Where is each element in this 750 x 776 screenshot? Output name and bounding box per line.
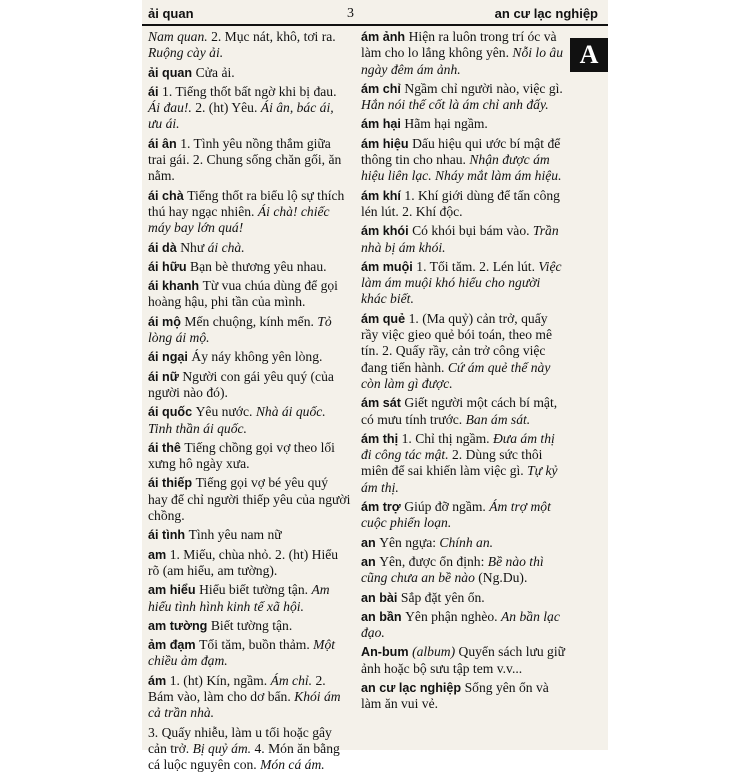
page-number: 3: [347, 6, 354, 21]
entry-example: Nhà ái quốc. Tinh thần ái quốc.: [148, 404, 326, 436]
entry-example: Bị quỷ ám.: [192, 740, 255, 756]
entry-example: An bần lạc đạo.: [361, 608, 560, 641]
entry-example: Nỗi lo âu ngày đêm ám ảnh.: [361, 45, 563, 77]
entry-headword: ái khanh: [148, 279, 203, 294]
entry-definition: 1. Tình yêu nồng thắm giữa trai gái. 2. Chung sống chăn gối, ăn nằm.: [148, 135, 342, 184]
entry-headword: am: [148, 547, 170, 562]
entry-example: ái chà.: [207, 239, 245, 255]
dictionary-entry: [148, 582, 351, 615]
entry-headword: ái thê: [148, 440, 185, 455]
entry-example: Việc làm ám muội khó hiểu cho người khác biết.: [361, 258, 562, 307]
entry-definition: Quyển sách lưu giữ ảnh hoặc bộ sưu tập tem v.v...: [361, 644, 565, 676]
entry-headword: ám ảnh: [361, 30, 409, 44]
entry-definition: Biết tường tận.: [210, 617, 293, 633]
entry-definition: 1. (ht) Kín, ngầm.: [169, 672, 271, 688]
entry-definition: 2. Mục nát, khô, tơi ra.: [211, 29, 336, 44]
entry-example: Ái đau!.: [148, 100, 196, 116]
entry-headword: ái mộ: [148, 314, 185, 329]
entry-definition: Tiếng chồng gọi vợ theo lối xưng hô ngày xưa.: [148, 439, 335, 472]
entry-headword: ái: [148, 84, 163, 99]
dictionary-entry: [361, 644, 566, 677]
dictionary-entry: [361, 680, 566, 713]
dictionary-entry: [148, 314, 351, 347]
dictionary-entry: [361, 395, 566, 428]
entry-definition: 1. Tối tăm. 2. Lén lút.: [416, 258, 539, 274]
dictionary-entry: [361, 81, 566, 114]
dictionary-entry: [148, 673, 351, 722]
entry-example: (album): [412, 644, 459, 660]
dictionary-entry: [148, 440, 351, 473]
entry-definition: 4. Món ăn bằng cá luộc nguyên con.: [148, 740, 340, 773]
entry-headword: ám hại: [361, 117, 405, 132]
entry-definition: Yên phận nghèo.: [405, 608, 501, 624]
dictionary-entry: [148, 84, 351, 133]
entry-definition: Người con gái yêu quý (của người nào đó).: [148, 368, 334, 400]
entry-example: Tỏ lòng ái mộ.: [148, 313, 332, 346]
entry-definition: 2. (ht) Yêu.: [195, 100, 261, 116]
dictionary-entry: [148, 547, 351, 580]
entry-headword: ái ngại: [148, 350, 192, 365]
entry-headword: ám khí: [361, 188, 405, 203]
entry-definition: 1. Tiếng thốt bất ngờ khi bị đau.: [162, 83, 337, 99]
dictionary-entry: [361, 188, 566, 221]
dictionary-entry: [148, 259, 351, 275]
entry-definition: (Ng.Du).: [478, 570, 528, 586]
entry-definition: Cửa ải.: [195, 64, 235, 80]
right-column: [361, 29, 566, 716]
entry-example: Ám trợ một cuộc phiến loạn.: [361, 499, 551, 531]
entry-headword: ám khói: [361, 224, 413, 239]
entry-definition: Sắp đặt yên ổn.: [400, 589, 485, 605]
entry-headword: an: [361, 554, 380, 569]
letter-tab: A: [570, 38, 608, 72]
dictionary-entry: [361, 259, 566, 308]
entry-headword: ải quan: [148, 65, 196, 80]
dictionary-entry: [148, 65, 351, 81]
entry-example: Khói ám cả trần nhà.: [148, 688, 341, 721]
dictionary-entry: [148, 404, 351, 437]
entry-definition: Dấu hiệu qui ước bí mật để thông tin cho nhau.: [361, 135, 561, 168]
entry-example: Đưa ám thị đi công tác mật.: [361, 430, 555, 463]
entry-definition: Như: [180, 239, 208, 255]
entry-example: Nam quan.: [148, 29, 212, 44]
left-guide-word: ải quan: [148, 6, 194, 21]
entry-example: Nhận được ám hiệu liên lạc. Nháy mắt làm ám hiệu.: [361, 152, 562, 184]
entry-headword: an bần: [361, 609, 406, 624]
entry-definition: Mến chuộng, kính mến.: [184, 313, 318, 329]
entry-example: Cứ ám quẻ thế này còn làm gì được.: [361, 359, 551, 391]
entry-definition: Bạn bè thương yêu nhau.: [190, 258, 327, 274]
entry-headword: an: [361, 535, 380, 550]
entry-headword: ái tình: [148, 528, 189, 543]
entry-headword: ái dà: [148, 240, 181, 255]
page-header: [142, 6, 608, 26]
entry-example: Chính an.: [439, 534, 494, 550]
entry-example: Hắn nói thế cốt là ám chỉ anh đấy.: [361, 97, 549, 113]
dictionary-entry: [148, 637, 351, 670]
entry-definition: 1. Chỉ thị ngầm.: [401, 430, 493, 446]
entry-definition: 2. Dùng sức thôi miên để sai khiến làm việc gì.: [361, 447, 543, 479]
dictionary-entry: [148, 29, 351, 62]
dictionary-entry: [361, 609, 566, 642]
entry-definition: Từ vua chúa dùng để gọi hoàng hậu, phi tần của mình.: [148, 278, 338, 310]
entry-headword: ám muội: [361, 259, 417, 274]
entry-definition: 1. (Ma quỷ) cản trở, quấy rầy việc gieo quẻ bói toán, theo mê tín. 2. Quấy rầy, cản trở công việc đang tiến hành.: [361, 310, 553, 375]
entry-example: Trần nhà bị ám khói.: [361, 223, 559, 255]
entry-example: Am hiểu tình hình kinh tế xã hội.: [148, 582, 330, 614]
dictionary-entry: [148, 240, 351, 256]
dictionary-entry: [148, 349, 351, 365]
dictionary-entry: [361, 311, 566, 392]
entry-definition: Giúp đỡ ngầm.: [404, 499, 490, 515]
entry-headword: ám quẻ: [361, 311, 409, 326]
entry-headword: ái hữu: [148, 259, 191, 274]
entry-headword: An-bum: [361, 645, 413, 660]
entry-example: Một chiều ảm đạm.: [148, 637, 336, 669]
entry-definition: Ngầm chỉ người nào, việc gì.: [404, 80, 563, 96]
entry-headword: an bài: [361, 590, 401, 605]
entry-headword: ái nữ: [148, 369, 183, 384]
dictionary-entry: [148, 618, 351, 634]
entry-headword: ám hiệu: [361, 136, 413, 151]
entry-example: Ái chà! chiếc máy bay lớn quá!: [148, 203, 330, 236]
entry-example: Ban ám sát.: [465, 411, 531, 427]
entry-headword: ám thị: [361, 431, 402, 446]
entry-example: Ái ân, bác ái, ưu ái.: [148, 100, 334, 132]
entry-example: Bề nào thì cũng chưa an bề nào: [361, 553, 544, 586]
dictionary-entry: [361, 136, 566, 185]
entry-headword: ái ân: [148, 136, 181, 151]
entry-headword: ái chà: [148, 188, 188, 203]
dictionary-entry: [361, 535, 566, 551]
entry-definition: Hiện ra luôn trong trí óc và làm cho lo lắng không yên.: [361, 29, 557, 61]
entry-headword: ảm đạm: [148, 638, 200, 653]
dictionary-entry: [361, 499, 566, 532]
entry-headword: ám chỉ: [361, 81, 405, 96]
entry-example: Món cá ám.: [260, 757, 325, 773]
entry-headword: an cư lạc nghiệp: [361, 680, 465, 695]
entry-definition: Hãm hại ngầm.: [404, 116, 488, 132]
entry-definition: 1. Miếu, chùa nhỏ. 2. (ht) Hiểu rõ (am hiểu, am tường).: [148, 546, 339, 578]
dictionary-entry: [361, 554, 566, 587]
entry-definition: 2. Bám vào, làm cho dơ bẩn.: [148, 672, 326, 704]
dictionary-entry: [148, 188, 351, 237]
entry-definition: Giết người một cách bí mật, có mưu tính trước.: [361, 395, 558, 427]
entry-definition: Tiếng thốt ra biểu lộ sự thích thú hay ngạc nhiên.: [148, 187, 345, 219]
entry-definition: Tối tăm, buồn thảm.: [199, 637, 314, 653]
dictionary-entry: [361, 431, 566, 496]
entry-example: Ám chỉ.: [270, 672, 316, 688]
entry-example: Tự kỷ ám thị.: [361, 463, 558, 495]
dictionary-entry: [361, 29, 566, 78]
dictionary-entry: [361, 116, 566, 132]
dictionary-entry: [148, 278, 351, 311]
entry-definition: Tình yêu nam nữ: [188, 527, 282, 543]
entry-headword: ái quốc: [148, 405, 196, 420]
entry-headword: ám: [148, 673, 170, 688]
entry-definition: Yêu nước.: [195, 404, 256, 420]
dictionary-entry: [148, 725, 351, 774]
left-column: [148, 29, 351, 776]
entry-headword: ái thiếp: [148, 476, 196, 491]
entry-example: Ruộng cày ải.: [148, 45, 224, 61]
entry-headword: am tường: [148, 618, 211, 633]
entry-definition: Yên ngựa:: [379, 534, 440, 550]
entry-definition: Tiếng gọi vợ bé yêu quý hay để chỉ người thiếp yêu của người chồng.: [148, 475, 351, 524]
entry-definition: Sống yên ổn và làm ăn vui vẻ.: [361, 679, 549, 712]
entry-definition: Có khói bụi bám vào.: [412, 223, 533, 239]
entry-headword: am hiểu: [148, 583, 200, 598]
entry-definition: 3. Quấy nhiễu, làm u tối hoặc gây cản trở.: [148, 724, 332, 756]
dictionary-page: [142, 0, 608, 773]
entry-headword: ám sát: [361, 396, 405, 411]
dictionary-entry: [148, 527, 351, 543]
dictionary-entry: [361, 590, 566, 606]
entry-definition: 1. Khí giới dùng để tấn công lén lút. 2. Khí độc.: [361, 187, 560, 219]
entry-definition: Hiểu biết tường tận.: [199, 582, 312, 598]
entry-definition: Áy náy không yên lòng.: [191, 349, 323, 365]
dictionary-entry: [148, 136, 351, 185]
right-guide-word: an cư lạc nghiệp: [494, 6, 598, 21]
entry-definition: Yên, được ổn định:: [379, 553, 488, 569]
dictionary-entry: [148, 369, 351, 402]
header-rule: [142, 24, 608, 26]
entry-headword: ám trợ: [361, 500, 405, 515]
dictionary-entry: [148, 475, 351, 524]
dictionary-entry: [361, 223, 566, 256]
